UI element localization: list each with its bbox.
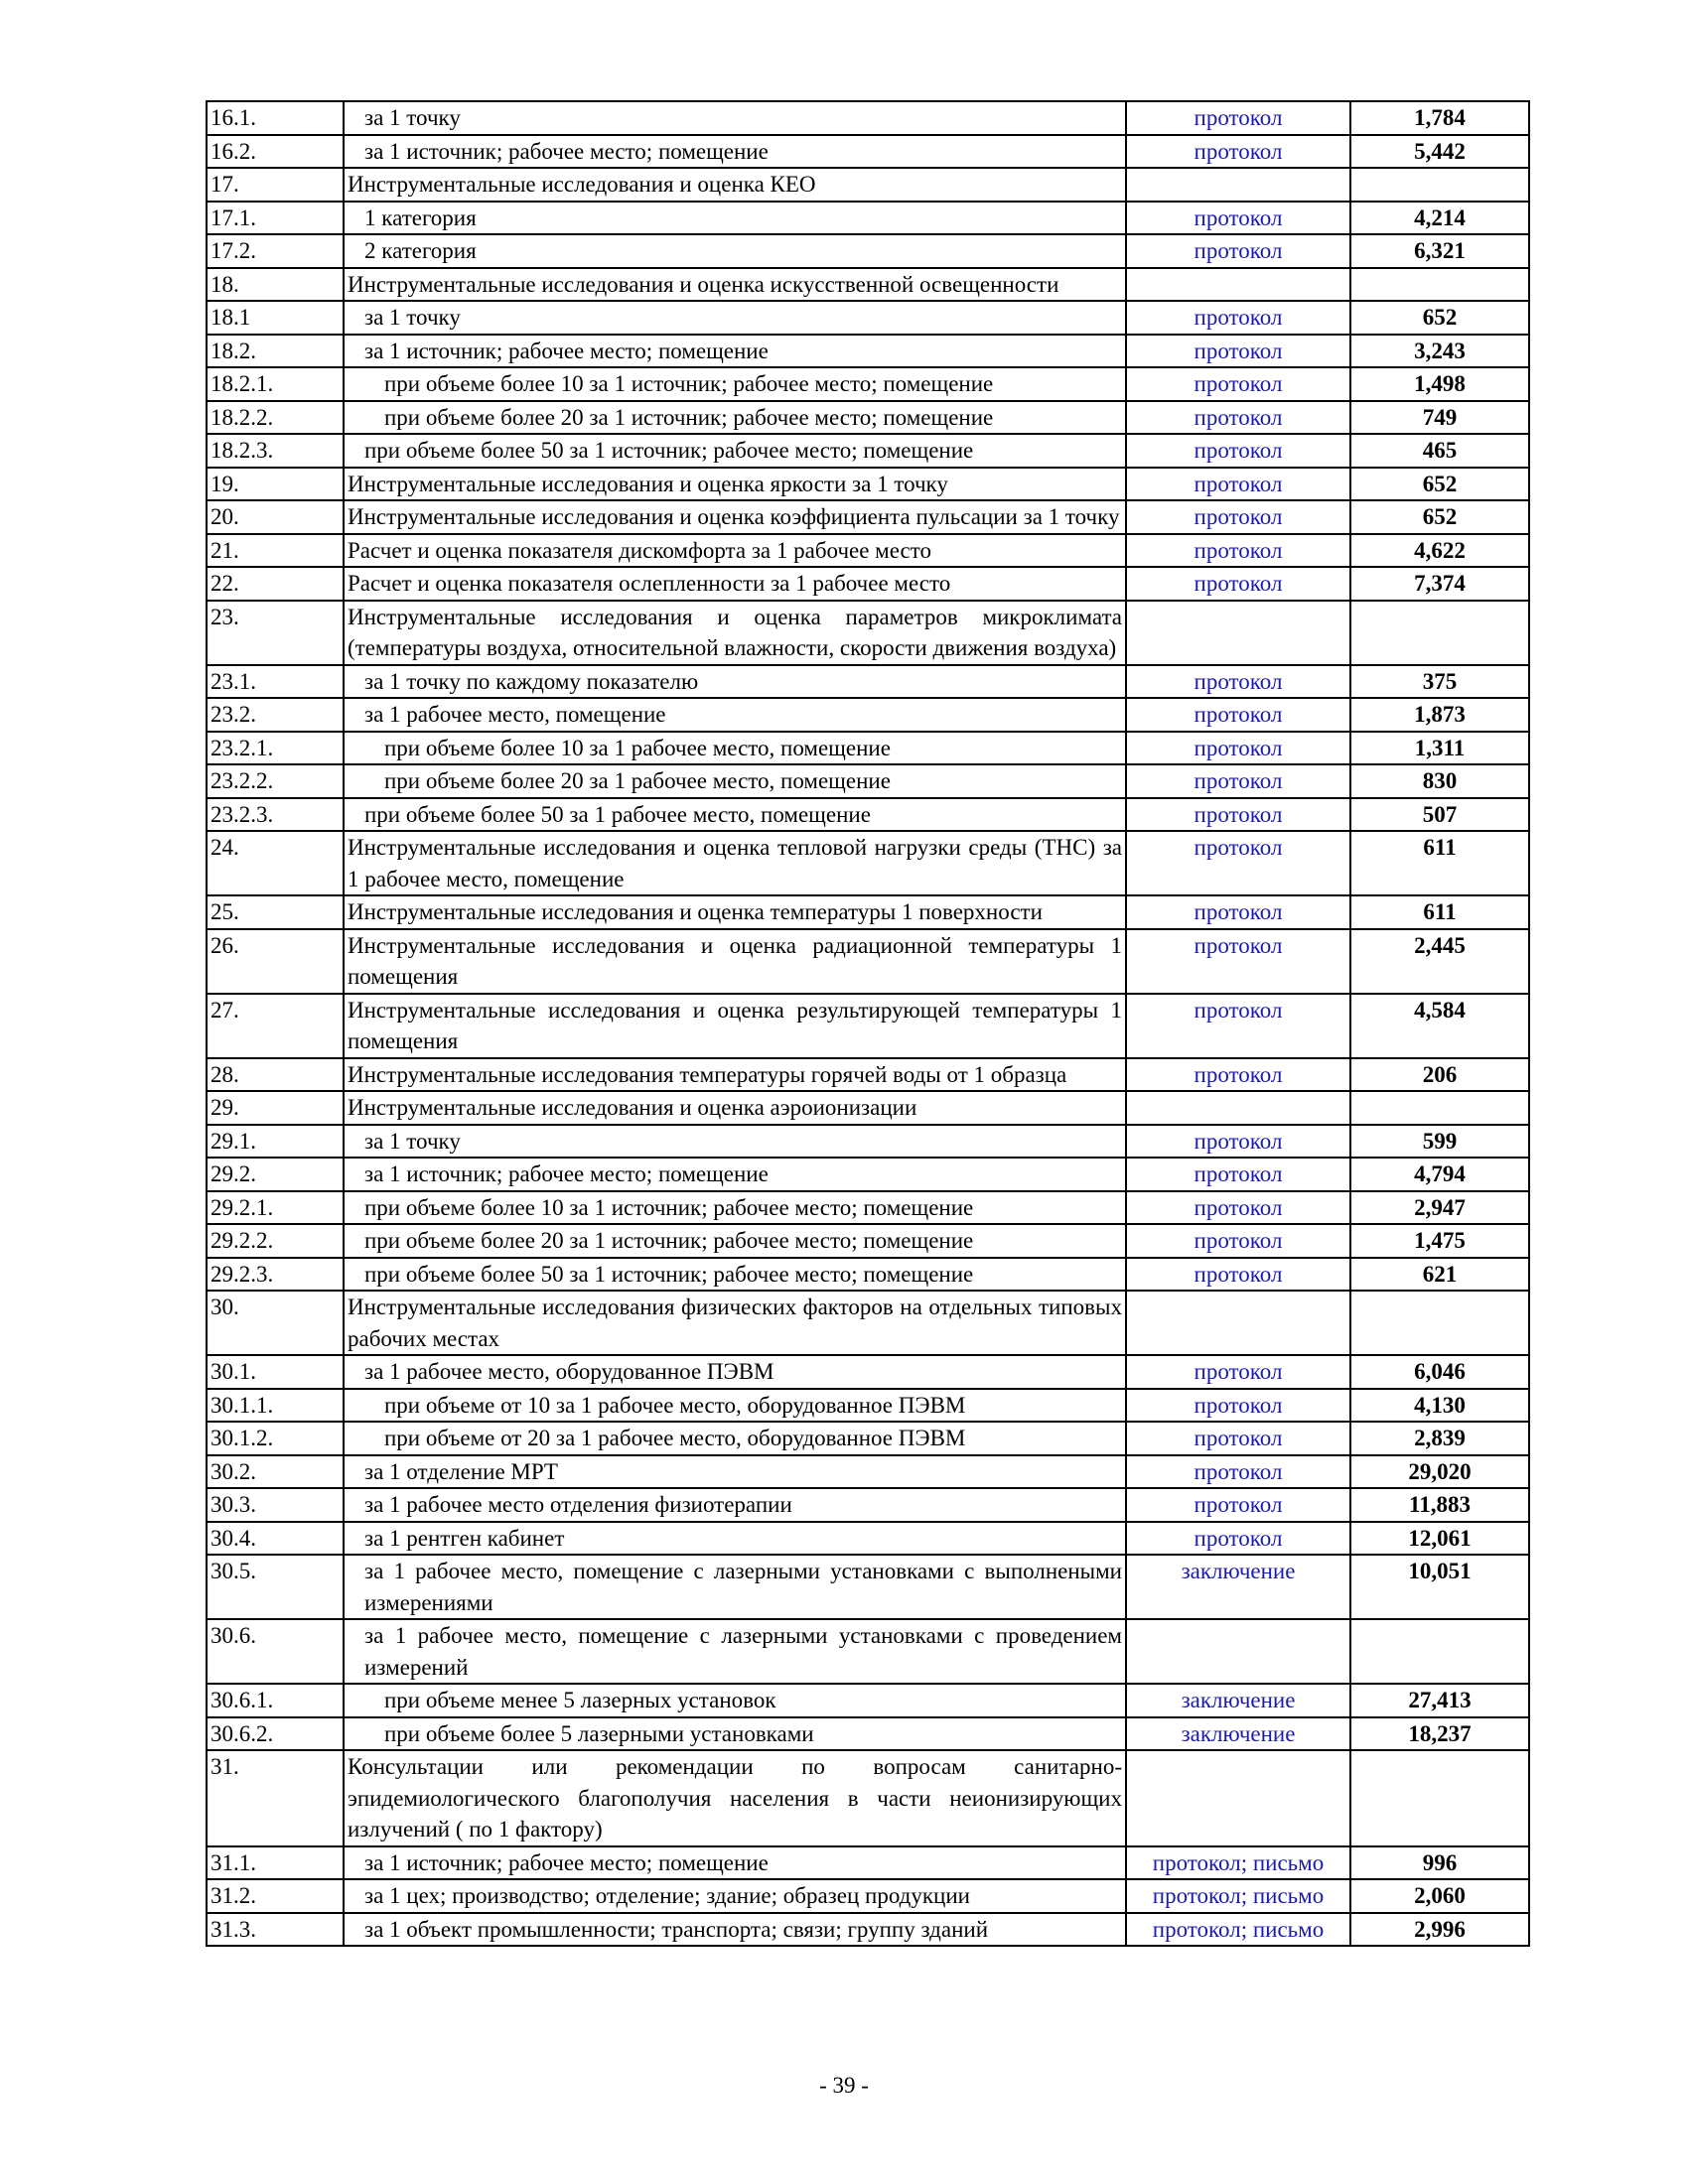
item-number: 18. xyxy=(207,268,344,302)
result-document: протокол xyxy=(1126,1058,1350,1092)
item-number: 18.2.1. xyxy=(207,367,344,401)
item-price: 621 xyxy=(1350,1258,1529,1292)
item-price: 4,584 xyxy=(1350,994,1529,1058)
table-row xyxy=(207,1291,1529,1355)
item-number: 23.2. xyxy=(207,698,344,732)
item-number: 29.2.2. xyxy=(207,1224,344,1258)
result-document: протокол xyxy=(1126,698,1350,732)
result-document: протокол xyxy=(1126,234,1350,268)
table-row xyxy=(207,534,1529,568)
item-price: 3,243 xyxy=(1350,335,1529,368)
item-number: 23. xyxy=(207,601,344,665)
item-description: Инструментальные исследования и оценка температуры 1 поверхности xyxy=(344,895,1126,929)
item-price: 10,051 xyxy=(1350,1555,1529,1619)
item-number: 29. xyxy=(207,1091,344,1125)
item-number: 30.1.2. xyxy=(207,1422,344,1455)
item-number: 27. xyxy=(207,994,344,1058)
item-description: при объеме более 20 за 1 источник; рабочее место; помещение xyxy=(344,401,1126,435)
result-document: протокол xyxy=(1126,895,1350,929)
result-document: протокол xyxy=(1126,202,1350,235)
result-document: протокол xyxy=(1126,101,1350,135)
item-number: 23.2.1. xyxy=(207,732,344,765)
result-document: протокол xyxy=(1126,1422,1350,1455)
item-price: 6,321 xyxy=(1350,234,1529,268)
item-description: при объеме более 50 за 1 рабочее место, помещение xyxy=(344,798,1126,832)
item-description: за 1 рабочее место, помещение xyxy=(344,698,1126,732)
item-description: при объеме более 20 за 1 источник; рабочее место; помещение xyxy=(344,1224,1126,1258)
item-price: 4,622 xyxy=(1350,534,1529,568)
item-price: 6,046 xyxy=(1350,1355,1529,1389)
item-price: 599 xyxy=(1350,1125,1529,1159)
result-document: заключение xyxy=(1126,1555,1350,1619)
item-price: 830 xyxy=(1350,764,1529,798)
table-row xyxy=(207,1191,1529,1225)
result-document: протокол xyxy=(1126,534,1350,568)
table-row xyxy=(207,434,1529,468)
item-description: за 1 источник; рабочее место; помещение xyxy=(344,135,1126,169)
item-price: 465 xyxy=(1350,434,1529,468)
item-number: 30.5. xyxy=(207,1555,344,1619)
item-description: при объеме от 20 за 1 рабочее место, оборудованное ПЭВМ xyxy=(344,1422,1126,1455)
table-row xyxy=(207,301,1529,335)
result-document: протокол xyxy=(1126,434,1350,468)
item-number: 31.3. xyxy=(207,1913,344,1947)
item-number: 30.6. xyxy=(207,1619,344,1684)
result-document: протокол xyxy=(1126,798,1350,832)
item-description: за 1 точку xyxy=(344,1125,1126,1159)
item-description: 1 категория xyxy=(344,202,1126,235)
item-description: при объеме более 10 за 1 рабочее место, помещение xyxy=(344,732,1126,765)
item-price: 27,413 xyxy=(1350,1684,1529,1717)
item-number: 26. xyxy=(207,929,344,994)
item-price: 611 xyxy=(1350,895,1529,929)
item-description: при объеме менее 5 лазерных установок xyxy=(344,1684,1126,1717)
result-document: протокол xyxy=(1126,301,1350,335)
item-description: за 1 рентген кабинет xyxy=(344,1522,1126,1556)
result-document: заключение xyxy=(1126,1684,1350,1717)
table-row xyxy=(207,1846,1529,1880)
table-row xyxy=(207,1258,1529,1292)
item-price: 12,061 xyxy=(1350,1522,1529,1556)
item-number: 30.2. xyxy=(207,1455,344,1489)
item-number: 29.2. xyxy=(207,1158,344,1191)
table-row xyxy=(207,367,1529,401)
table-row xyxy=(207,1355,1529,1389)
item-description: Расчет и оценка показателя дискомфорта за 1 рабочее место xyxy=(344,534,1126,568)
table-row xyxy=(207,1058,1529,1092)
item-description: Инструментальные исследования и оценка параметров микроклимата (температуры воздуха, относительной влажности, скорости движения воздуха) xyxy=(344,601,1126,665)
item-number: 30.1. xyxy=(207,1355,344,1389)
table-row xyxy=(207,1619,1529,1684)
item-description: за 1 источник; рабочее место; помещение xyxy=(344,1846,1126,1880)
item-number: 29.2.1. xyxy=(207,1191,344,1225)
item-price: 507 xyxy=(1350,798,1529,832)
item-number: 20. xyxy=(207,500,344,534)
result-document: протокол xyxy=(1126,1258,1350,1292)
table-row xyxy=(207,202,1529,235)
item-description: за 1 рабочее место отделения физиотерапии xyxy=(344,1488,1126,1522)
table-row xyxy=(207,268,1529,302)
table-row xyxy=(207,798,1529,832)
item-number: 18.1 xyxy=(207,301,344,335)
item-price xyxy=(1350,1619,1529,1684)
item-price: 611 xyxy=(1350,831,1529,895)
item-description: за 1 рабочее место, помещение с лазерными установками с проведением измерений xyxy=(344,1619,1126,1684)
table-row xyxy=(207,1158,1529,1191)
table-row xyxy=(207,1455,1529,1489)
item-description: при объеме более 10 за 1 источник; рабочее место; помещение xyxy=(344,367,1126,401)
item-description: при объеме от 10 за 1 рабочее место, оборудованное ПЭВМ xyxy=(344,1389,1126,1423)
item-description: за 1 точку по каждому показателю xyxy=(344,665,1126,699)
table-row xyxy=(207,101,1529,135)
item-price: 375 xyxy=(1350,665,1529,699)
result-document: протокол xyxy=(1126,1488,1350,1522)
result-document: протокол xyxy=(1126,764,1350,798)
item-description: Инструментальные исследования и оценка яркости за 1 точку xyxy=(344,468,1126,501)
item-price: 652 xyxy=(1350,301,1529,335)
item-description: Инструментальные исследования и оценка результирующей температуры 1 помещения xyxy=(344,994,1126,1058)
item-description: Инструментальные исследования и оценка аэроионизации xyxy=(344,1091,1126,1125)
table-row xyxy=(207,1522,1529,1556)
table-row xyxy=(207,1555,1529,1619)
item-number: 30.3. xyxy=(207,1488,344,1522)
result-document: протокол xyxy=(1126,1455,1350,1489)
item-number: 29.2.3. xyxy=(207,1258,344,1292)
table-row xyxy=(207,1224,1529,1258)
item-price xyxy=(1350,268,1529,302)
item-price: 2,839 xyxy=(1350,1422,1529,1455)
table-row xyxy=(207,567,1529,601)
result-document xyxy=(1126,168,1350,202)
item-description: Консультации или рекомендации по вопросам санитарно-эпидемиологического благополучия населения в части неионизирующих излучений ( по 1 фактору) xyxy=(344,1750,1126,1846)
item-description: при объеме более 10 за 1 источник; рабочее место; помещение xyxy=(344,1191,1126,1225)
item-number: 28. xyxy=(207,1058,344,1092)
page-number: - 39 - xyxy=(819,2073,869,2098)
item-description: за 1 точку xyxy=(344,301,1126,335)
result-document: протокол xyxy=(1126,994,1350,1058)
item-price: 2,947 xyxy=(1350,1191,1529,1225)
table-row xyxy=(207,1717,1529,1751)
item-description: Инструментальные исследования и оценка тепловой нагрузки среды (ТНС) за 1 рабочее место, помещение xyxy=(344,831,1126,895)
item-description: при объеме более 20 за 1 рабочее место, помещение xyxy=(344,764,1126,798)
item-number: 30.4. xyxy=(207,1522,344,1556)
item-price xyxy=(1350,601,1529,665)
result-document xyxy=(1126,268,1350,302)
item-number: 24. xyxy=(207,831,344,895)
item-number: 31. xyxy=(207,1750,344,1846)
result-document: протокол xyxy=(1126,1125,1350,1159)
item-description: за 1 цех; производство; отделение; здание; образец продукции xyxy=(344,1879,1126,1913)
result-document: протокол xyxy=(1126,1389,1350,1423)
item-number: 17.2. xyxy=(207,234,344,268)
result-document: заключение xyxy=(1126,1717,1350,1751)
item-number: 31.2. xyxy=(207,1879,344,1913)
table-row xyxy=(207,168,1529,202)
table-row xyxy=(207,831,1529,895)
item-description: за 1 точку xyxy=(344,101,1126,135)
item-description: Инструментальные исследования температуры горячей воды от 1 образца xyxy=(344,1058,1126,1092)
result-document: протокол xyxy=(1126,567,1350,601)
item-description: за 1 рабочее место, помещение с лазерными установками с выполнеными измерениями xyxy=(344,1555,1126,1619)
item-price: 1,873 xyxy=(1350,698,1529,732)
table-row xyxy=(207,500,1529,534)
result-document: протокол xyxy=(1126,135,1350,169)
result-document: протокол; письмо xyxy=(1126,1879,1350,1913)
table-row xyxy=(207,764,1529,798)
item-description: при объеме более 5 лазерными установками xyxy=(344,1717,1126,1751)
price-table-body xyxy=(207,101,1529,1946)
item-description: Инструментальные исследования и оценка КЕО xyxy=(344,168,1126,202)
item-number: 17. xyxy=(207,168,344,202)
result-document: протокол; письмо xyxy=(1126,1913,1350,1947)
table-row xyxy=(207,1879,1529,1913)
item-description: 2 категория xyxy=(344,234,1126,268)
table-row xyxy=(207,401,1529,435)
table-row xyxy=(207,929,1529,994)
item-number: 23.2.2. xyxy=(207,764,344,798)
item-number: 18.2.3. xyxy=(207,434,344,468)
item-number: 18.2.2. xyxy=(207,401,344,435)
item-description: при объеме более 50 за 1 источник; рабочее место; помещение xyxy=(344,434,1126,468)
result-document: протокол xyxy=(1126,1522,1350,1556)
item-price: 1,498 xyxy=(1350,367,1529,401)
table-row xyxy=(207,732,1529,765)
result-document xyxy=(1126,1750,1350,1846)
item-description: Инструментальные исследования и оценка искусственной освещенности xyxy=(344,268,1126,302)
item-price: 7,374 xyxy=(1350,567,1529,601)
result-document: протокол xyxy=(1126,1158,1350,1191)
item-number: 31.1. xyxy=(207,1846,344,1880)
item-price xyxy=(1350,1291,1529,1355)
item-number: 29.1. xyxy=(207,1125,344,1159)
table-row xyxy=(207,1684,1529,1717)
item-number: 18.2. xyxy=(207,335,344,368)
result-document: протокол xyxy=(1126,1191,1350,1225)
table-row xyxy=(207,135,1529,169)
item-number: 30.6.1. xyxy=(207,1684,344,1717)
item-number: 23.1. xyxy=(207,665,344,699)
item-number: 30.1.1. xyxy=(207,1389,344,1423)
item-price: 18,237 xyxy=(1350,1717,1529,1751)
result-document: протокол xyxy=(1126,500,1350,534)
result-document xyxy=(1126,1291,1350,1355)
table-row xyxy=(207,1389,1529,1423)
item-price: 1,311 xyxy=(1350,732,1529,765)
table-row xyxy=(207,1422,1529,1455)
item-price: 2,445 xyxy=(1350,929,1529,994)
item-price: 2,996 xyxy=(1350,1913,1529,1947)
table-row xyxy=(207,234,1529,268)
item-number: 30.6.2. xyxy=(207,1717,344,1751)
item-number: 17.1. xyxy=(207,202,344,235)
item-description: при объеме более 50 за 1 источник; рабочее место; помещение xyxy=(344,1258,1126,1292)
result-document: протокол xyxy=(1126,1355,1350,1389)
item-price: 5,442 xyxy=(1350,135,1529,169)
table-row xyxy=(207,1125,1529,1159)
item-description: Инструментальные исследования и оценка радиационной температуры 1 помещения xyxy=(344,929,1126,994)
item-price: 652 xyxy=(1350,468,1529,501)
item-description: Инструментальные исследования физических факторов на отдельных типовых рабочих местах xyxy=(344,1291,1126,1355)
item-number: 19. xyxy=(207,468,344,501)
table-row xyxy=(207,335,1529,368)
result-document xyxy=(1126,601,1350,665)
item-number: 30. xyxy=(207,1291,344,1355)
table-row xyxy=(207,994,1529,1058)
item-price: 11,883 xyxy=(1350,1488,1529,1522)
item-price: 206 xyxy=(1350,1058,1529,1092)
item-number: 23.2.3. xyxy=(207,798,344,832)
item-description: за 1 источник; рабочее место; помещение xyxy=(344,1158,1126,1191)
result-document: протокол xyxy=(1126,335,1350,368)
table-row xyxy=(207,1750,1529,1846)
item-number: 16.2. xyxy=(207,135,344,169)
item-price xyxy=(1350,1091,1529,1125)
item-description: за 1 объект промышленности; транспорта; связи; группу зданий xyxy=(344,1913,1126,1947)
item-description: Инструментальные исследования и оценка коэффициента пульсации за 1 точку xyxy=(344,500,1126,534)
table-row xyxy=(207,601,1529,665)
item-price: 4,794 xyxy=(1350,1158,1529,1191)
item-description: за 1 рабочее место, оборудованное ПЭВМ xyxy=(344,1355,1126,1389)
item-number: 16.1. xyxy=(207,101,344,135)
result-document: протокол xyxy=(1126,367,1350,401)
result-document xyxy=(1126,1619,1350,1684)
result-document: протокол xyxy=(1126,929,1350,994)
item-price xyxy=(1350,168,1529,202)
item-description: за 1 отделение МРТ xyxy=(344,1455,1126,1489)
item-price: 749 xyxy=(1350,401,1529,435)
result-document: протокол xyxy=(1126,732,1350,765)
item-price: 652 xyxy=(1350,500,1529,534)
item-description: за 1 источник; рабочее место; помещение xyxy=(344,335,1126,368)
table-row xyxy=(207,1091,1529,1125)
item-price: 1,784 xyxy=(1350,101,1529,135)
item-price: 2,060 xyxy=(1350,1879,1529,1913)
result-document xyxy=(1126,1091,1350,1125)
item-price xyxy=(1350,1750,1529,1846)
table-row xyxy=(207,665,1529,699)
result-document: протокол xyxy=(1126,468,1350,501)
result-document: протокол xyxy=(1126,1224,1350,1258)
item-price: 4,130 xyxy=(1350,1389,1529,1423)
table-row xyxy=(207,1913,1529,1947)
result-document: протокол xyxy=(1126,665,1350,699)
item-price: 4,214 xyxy=(1350,202,1529,235)
item-number: 21. xyxy=(207,534,344,568)
item-number: 22. xyxy=(207,567,344,601)
table-row xyxy=(207,1488,1529,1522)
item-price: 996 xyxy=(1350,1846,1529,1880)
item-number: 25. xyxy=(207,895,344,929)
item-price: 29,020 xyxy=(1350,1455,1529,1489)
result-document: протокол xyxy=(1126,831,1350,895)
table-row xyxy=(207,895,1529,929)
table-row xyxy=(207,698,1529,732)
price-table xyxy=(206,100,1530,1947)
result-document: протокол xyxy=(1126,401,1350,435)
table-row xyxy=(207,468,1529,501)
result-document: протокол; письмо xyxy=(1126,1846,1350,1880)
item-description: Расчет и оценка показателя ослепленности за 1 рабочее место xyxy=(344,567,1126,601)
item-price: 1,475 xyxy=(1350,1224,1529,1258)
